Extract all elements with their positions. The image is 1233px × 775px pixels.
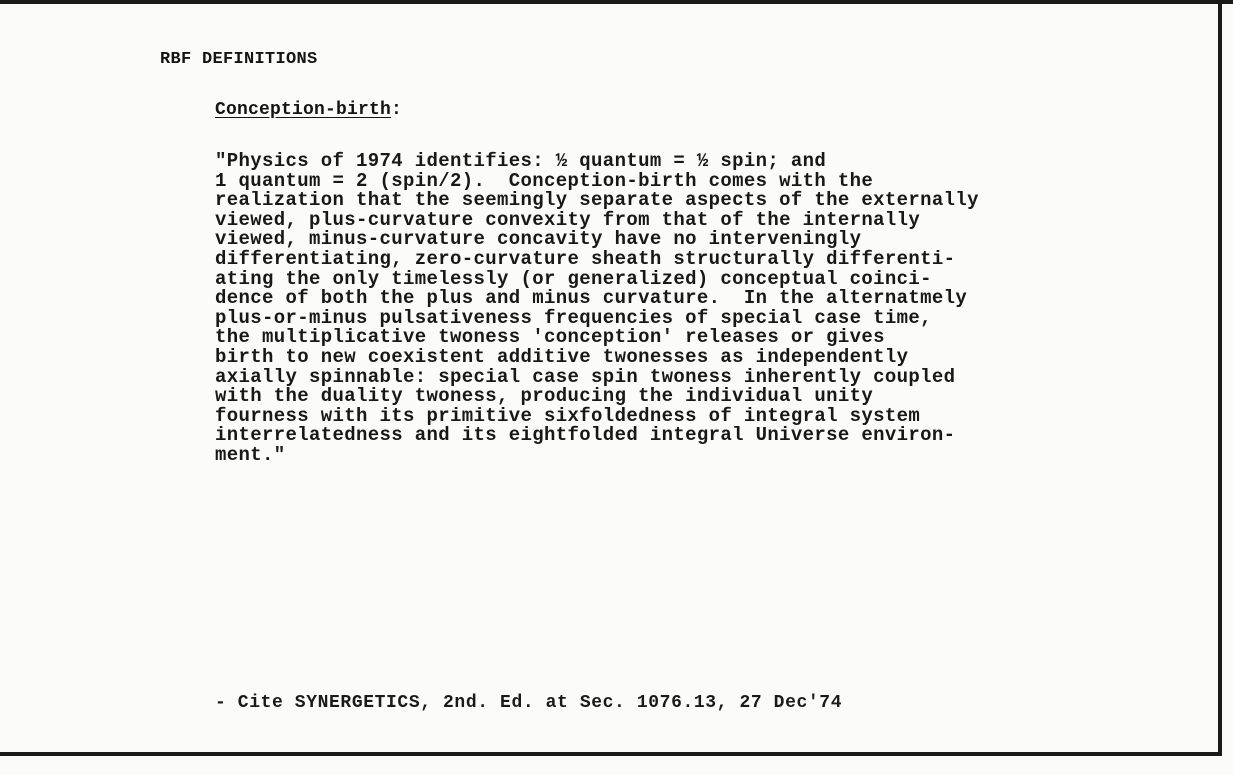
body-line: axially spinnable: special case spin twoness inherently coupled [215,365,956,388]
term-heading [215,100,402,120]
card-border-right [1218,0,1222,756]
citation: - Cite SYNERGETICS, 2nd. Ed. at Sec. 1076.13, 27 Dec'74 [215,693,843,713]
card-border-bottom [0,752,1222,756]
body-line: ating the only timelessly (or generalized) conceptual coinci- [215,267,932,290]
body-line: viewed, plus-curvature convexity from that of the internally [215,208,921,231]
body-line: fourness with its primitive sixfoldedness of integral system [215,404,921,427]
body-line: ment." [215,443,286,466]
body-line: "Physics of 1974 identifies: ½ quantum = ½ spin; and [215,150,827,172]
body-line: realization that the seemingly separate aspects of the externally [215,189,979,212]
body-line: with the duality twoness, producing the individual unity [215,385,874,408]
body-line: 1 quantum = 2 (spin/2). Conception-birth comes with the [215,169,874,192]
body-line: plus-or-minus pulsativeness frequencies of special case time, [215,306,932,329]
definition-body [215,152,1175,466]
body-line: interrelatedness and its eightfolded integral Universe environ- [215,424,956,447]
body-line: dence of both the plus and minus curvature. In the alternatmely [215,287,968,310]
body-line: birth to new coexistent additive twonesses as independently [215,345,909,368]
term-title-colon: : [391,100,403,120]
card-header: RBF DEFINITIONS [160,50,318,69]
card-border-top [0,0,1233,4]
term-title: Conception-birth [215,100,392,120]
body-line: the multiplicative twoness 'conception' releases or gives [215,326,885,349]
body-line: differentiating, zero-curvature sheath structurally differenti- [215,247,956,270]
body-line: viewed, minus-curvature concavity have no interveningly [215,228,862,251]
